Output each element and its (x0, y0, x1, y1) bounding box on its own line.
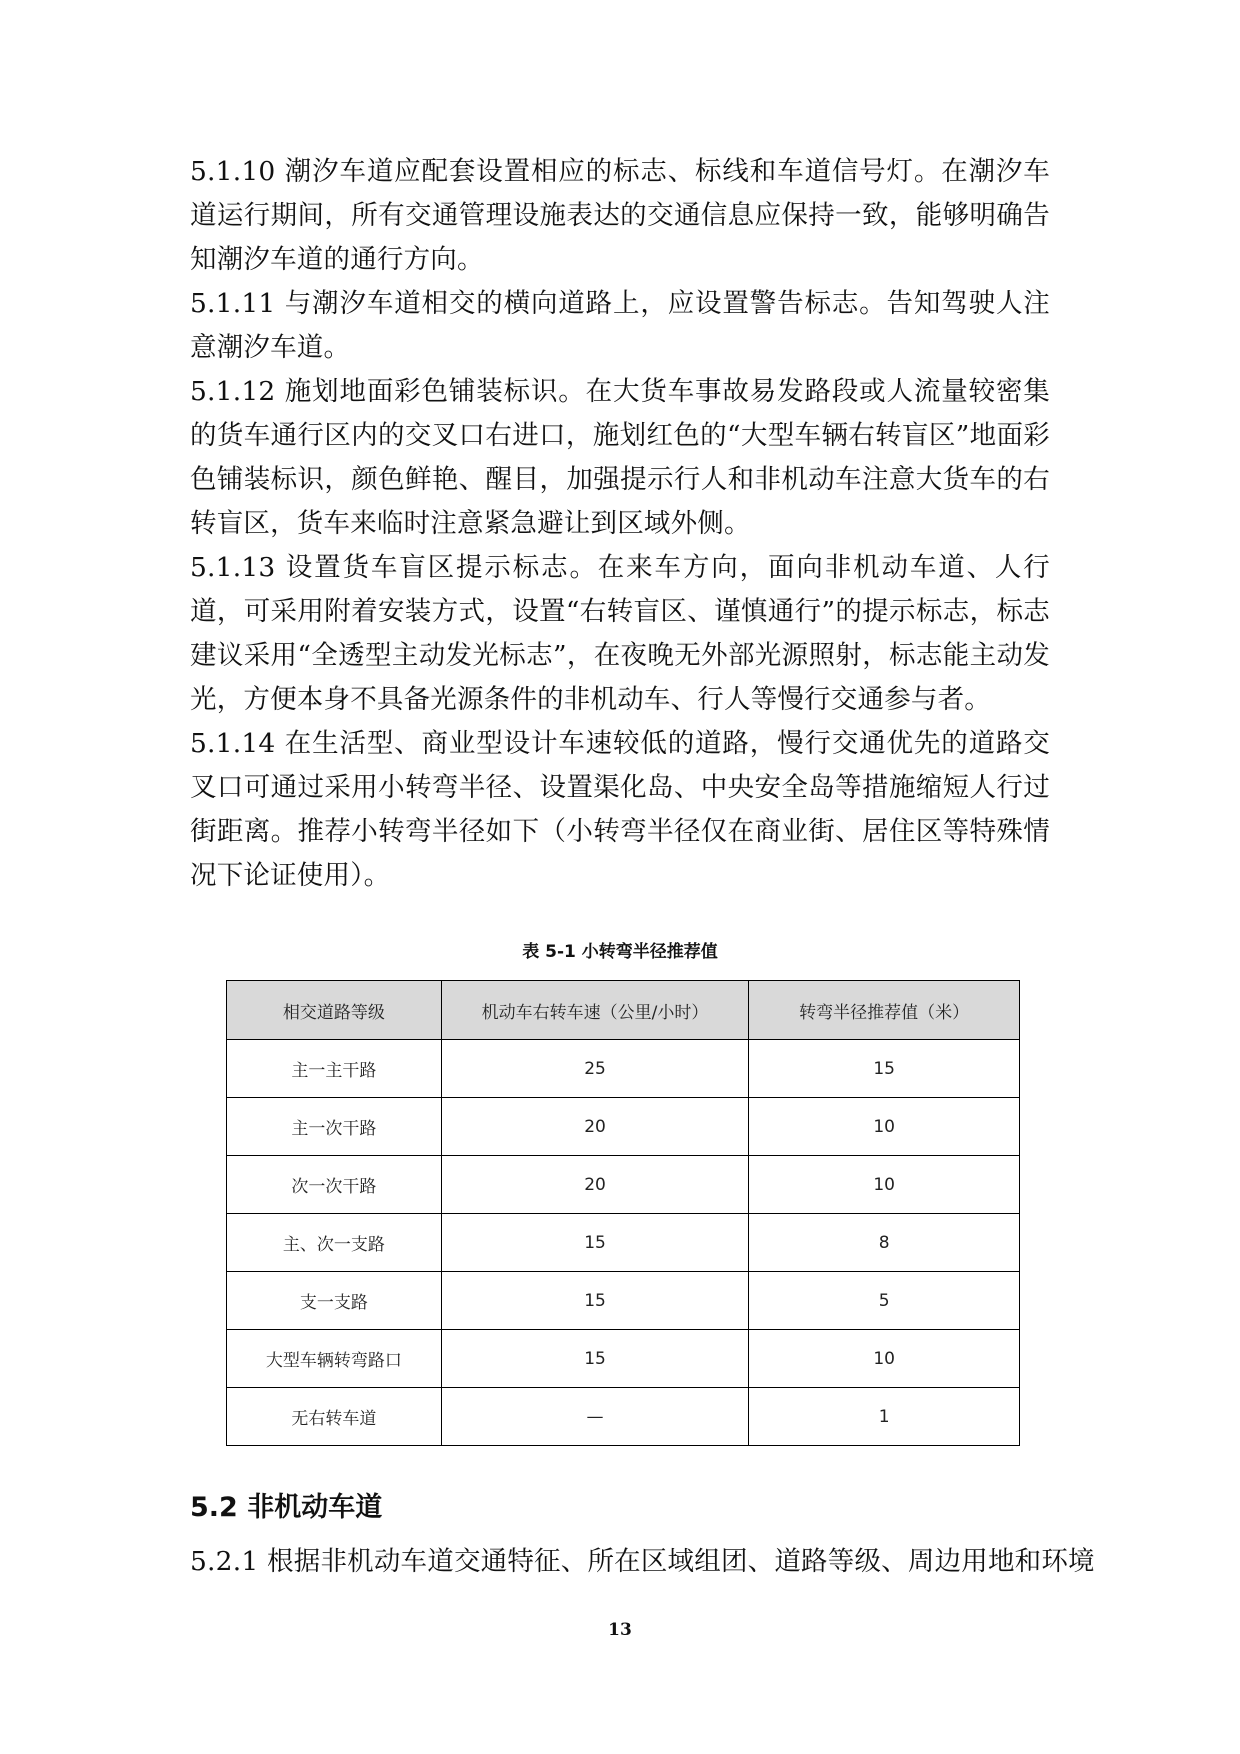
table-row (227, 1156, 1020, 1214)
body-text (190, 150, 1050, 898)
cell-speed: — (441, 1388, 749, 1446)
cell-radius: 10 (749, 1330, 1020, 1388)
cell-radius: 8 (749, 1214, 1020, 1272)
cell-road-grade: 主、次一支路 (227, 1214, 442, 1272)
page-number: 13 (608, 1620, 632, 1640)
paragraph-5-1-13: 5.1.13 设置货车盲区提示标志。在来车方向，面向非机动车道、人行道，可采用附着安装方式，设置“右转盲区、谨慎通行”的提示标志，标志建议采用“全透型主动发光标志”，在夜晚无外部光源照射，标志能主动发光，方便本身不具备光源条件的非机动车、行人等慢行交通参与者。 (190, 552, 1050, 715)
cell-radius: 15 (749, 1040, 1020, 1098)
header-turning-radius: 转弯半径推荐值（米） (749, 981, 1020, 1040)
cell-speed: 15 (441, 1330, 749, 1388)
cell-radius: 5 (749, 1272, 1020, 1330)
cell-radius: 10 (749, 1156, 1020, 1214)
cell-speed: 15 (441, 1214, 749, 1272)
table-caption: 表 5-1 小转弯半径推荐值 (522, 942, 718, 962)
table-row (227, 1388, 1020, 1446)
paragraph-5-1-14: 5.1.14 在生活型、商业型设计车速较低的道路，慢行交通优先的道路交叉口可通过采用小转弯半径、设置渠化岛、中央安全岛等措施缩短人行过街距离。推荐小转弯半径如下（小转弯半径仅在商业街、居住区等特殊情况下论证使用）。 (190, 728, 1050, 891)
table-row (227, 1098, 1020, 1156)
cell-speed: 20 (441, 1156, 749, 1214)
header-right-turn-speed: 机动车右转车速（公里/小时） (441, 981, 749, 1040)
turning-radius-table (226, 980, 1020, 1446)
cell-road-grade: 主一次干路 (227, 1098, 442, 1156)
section-heading: 5.2 非机动车道 (190, 1492, 383, 1523)
cell-road-grade: 主一主干路 (227, 1040, 442, 1098)
paragraph-5-1-12: 5.1.12 施划地面彩色铺装标识。在大货车事故易发路段或人流量较密集的货车通行区内的交叉口右进口，施划红色的“大型车辆右转盲区”地面彩色铺装标识，颜色鲜艳、醒目，加强提示行人和非机动车注意大货车的右转盲区，货车来临时注意紧急避让到区域外侧。 (190, 376, 1050, 539)
cell-radius: 10 (749, 1098, 1020, 1156)
cell-speed: 25 (441, 1040, 749, 1098)
table-header-row (227, 981, 1020, 1040)
cell-speed: 15 (441, 1272, 749, 1330)
cell-road-grade: 次一次干路 (227, 1156, 442, 1214)
cell-road-grade: 无右转车道 (227, 1388, 442, 1446)
table-row (227, 1040, 1020, 1098)
paragraph-5-1-10: 5.1.10 潮汐车道应配套设置相应的标志、标线和车道信号灯。在潮汐车道运行期间，所有交通管理设施表达的交通信息应保持一致，能够明确告知潮汐车道的通行方向。 (190, 156, 1050, 275)
cell-speed: 20 (441, 1098, 749, 1156)
cell-radius: 1 (749, 1388, 1020, 1446)
cell-road-grade: 支一支路 (227, 1272, 442, 1330)
paragraph-5-2-1: 5.2.1 根据非机动车道交通特征、所在区域组团、道路等级、周边用地和环境 (190, 1546, 1095, 1577)
cell-road-grade: 大型车辆转弯路口 (227, 1330, 442, 1388)
table-row (227, 1330, 1020, 1388)
paragraph-5-1-11: 5.1.11 与潮汐车道相交的横向道路上，应设置警告标志。告知驾驶人注意潮汐车道。 (190, 288, 1050, 363)
header-road-grade: 相交道路等级 (227, 981, 442, 1040)
table-row (227, 1272, 1020, 1330)
table-row (227, 1214, 1020, 1272)
